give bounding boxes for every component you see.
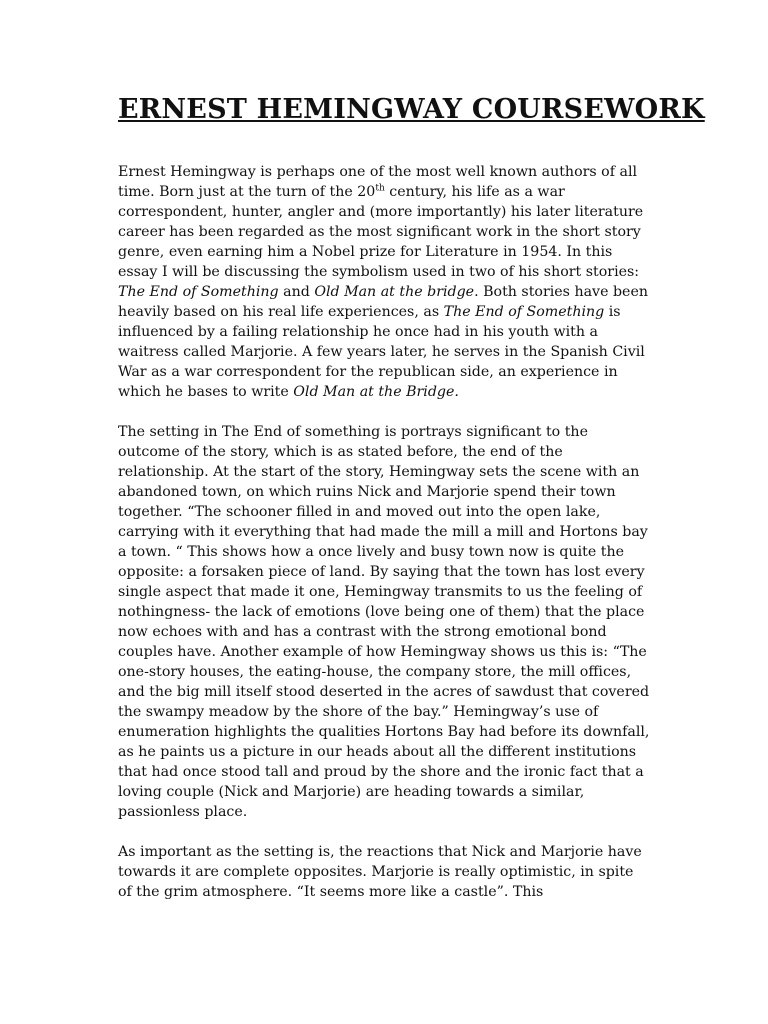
paragraph [118, 162, 650, 402]
paragraph [118, 422, 650, 822]
document-title: ERNEST HEMINGWAY COURSEWORK [118, 94, 705, 125]
text-run: . Both stories have been heavily based on his real life experiences, as [118, 284, 648, 320]
italic-text: Old Man at the bridge [314, 284, 475, 300]
italic-text: Old Man at the Bridge. [293, 384, 459, 400]
text-run: and [278, 284, 315, 300]
italic-text: The End of Something [443, 304, 605, 320]
italic-text: The End of Something [118, 284, 279, 300]
text-run: century, his life as a war correspondent, hunter, angler and (more importantly) his later literature career has been regarded as the most significant work in the short story genre, even earning him a Nobel prize for Literature in 1954. In this essay I will be discussing the symbolism used in two of his short stories: [118, 184, 644, 280]
text-run: is influenced by a failing relationship he once had in his youth with a waitress called Marjorie. A few years later, he serves in the Spanish Civil War as a war correspondent for the republican side, an experience in which he bases to write [118, 304, 645, 400]
paragraph [118, 842, 650, 902]
superscript-text: th [375, 183, 385, 194]
text-run: As important as the setting is, the reactions that Nick and Marjorie have towards it are complete opposites. Marjorie is really optimistic, in spite of the grim atmosphere. “It seems more like a castle”. This [118, 844, 642, 900]
document-body [118, 162, 650, 902]
text-run: The setting in The End of something is portrays significant to the outcome of the story, which is as stated before, the end of the relationship. At the start of the story, Hemingway sets the scene with an abandoned town, on which ruins Nick and Marjorie spend their town together. “The schooner filled in and moved out into the open lake, carrying with it everything that had made the mill a mill and Hortons bay a town. “ This shows how a once lively and busy town now is quite the opposite: a forsaken piece of land. By saying that the town has lost every single aspect that made it one, Hemingway transmits to us the feeling of nothingness- the lack of emotions (love being one of them) that the place now echoes with and has a contrast with the strong emotional bond couples have. Another example of how Hemingway shows us this is: “The one-story houses, the eating-house, the company store, the mill offices, and the big mill itself stood deserted in the acres of sawdust that covered the swampy meadow by the shore of the bay.” Hemingway’s use of enumeration highlights the qualities Hortons Bay had before its downfall, as he paints us a picture in our heads about all the different institutions that had once stood tall and proud by the shore and the ironic fact that a loving couple (Nick and Marjorie) are heading towards a similar, passionless place. [118, 424, 650, 820]
text-run: Ernest Hemingway is perhaps one of the most well known authors of all time. Born just at the turn of the 20 [118, 164, 638, 200]
